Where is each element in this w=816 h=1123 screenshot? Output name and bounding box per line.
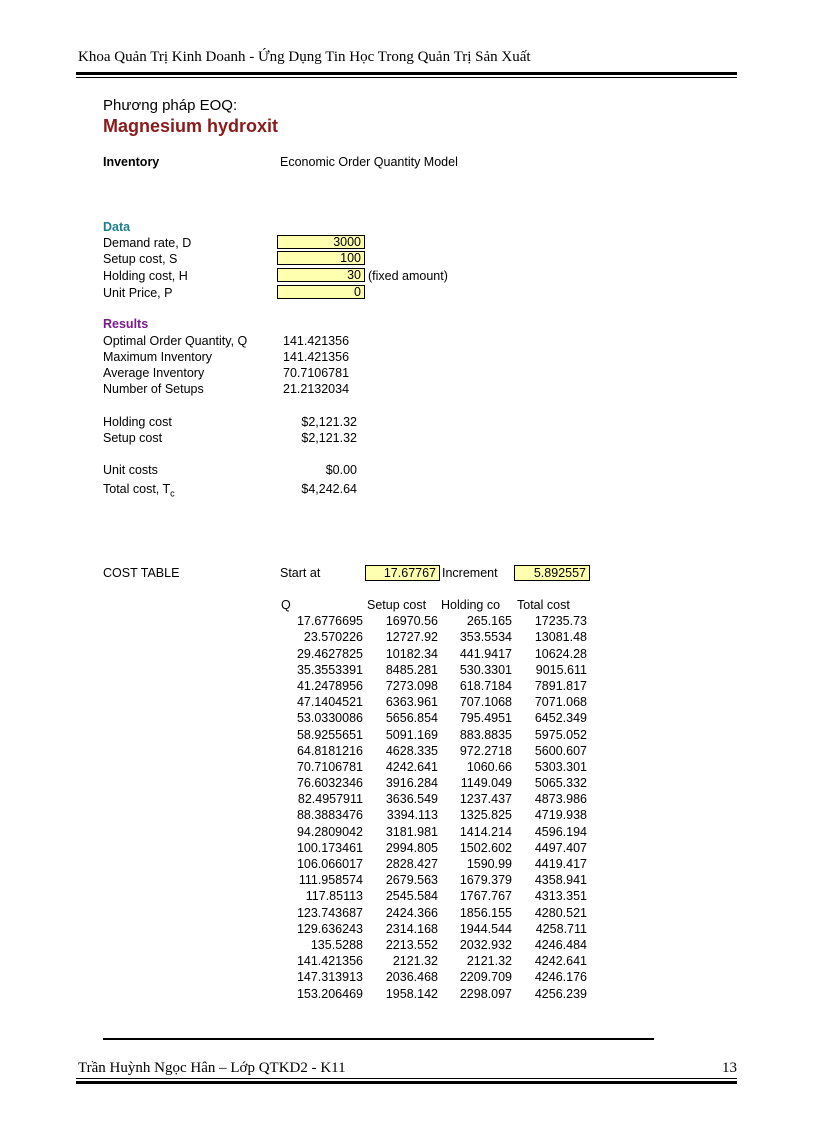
setup-cost-cell: 2314.168 [385, 921, 438, 936]
total-cost-cell: 4256.239 [534, 986, 587, 1001]
setup-cost-cell: 3394.113 [386, 808, 438, 823]
holding-cost-cell: 618.7184 [459, 678, 512, 693]
holding-cost-cell: 972.2718 [459, 743, 512, 758]
total-cost-subscript: c [170, 488, 175, 499]
setup-cost-cell: 4242.641 [385, 759, 438, 774]
total-cost-cell: 4313.351 [534, 889, 587, 904]
setup-label: Setup cost, S [103, 252, 178, 266]
results-section-title: Results [103, 317, 149, 331]
demand-input[interactable]: 3000 [277, 235, 365, 249]
setup-cost-cell: 2828.427 [385, 857, 438, 871]
q-cell: 94.2809042 [296, 824, 363, 839]
header-holding-cost: Holding co [441, 598, 501, 612]
holding-cost-cell: 530.3301 [459, 662, 512, 677]
holding-cost-cell: 1060.66 [466, 759, 512, 774]
setup-cost-cell: 12727.92 [385, 630, 438, 645]
holding-note: (fixed amount) [368, 269, 448, 283]
table-end-rule [103, 1038, 654, 1040]
page-header: Khoa Quản Trị Kinh Doanh - Ứng Dụng Tin Học Trong Quản Trị Sản Xuất [78, 49, 531, 65]
total-cost-cell: 4242.641 [534, 954, 587, 969]
q-value: 141.421356 [283, 334, 350, 348]
q-cell: 70.7106781 [296, 759, 363, 774]
holding-cost-cell: 1944.544 [459, 921, 512, 936]
total-cost-cell: 5065.332 [534, 776, 587, 791]
setup-cost-cell: 2545.584 [385, 889, 438, 904]
max-inventory-value: 141.421356 [283, 350, 350, 364]
total-cost-cell: 7891.817 [534, 678, 587, 693]
q-cell: 129.636243 [296, 921, 363, 936]
setup-cost-cell: 5656.854 [385, 711, 438, 726]
total-cost-cell: 4873.986 [534, 792, 587, 807]
q-cell: 100.173461 [296, 840, 363, 855]
total-cost-cell: 4258.711 [535, 921, 587, 936]
q-cell: 47.1404521 [296, 695, 363, 710]
holding-cost-cell: 707.1068 [459, 695, 512, 710]
total-cost-cell: 5975.052 [534, 727, 587, 742]
max-inventory-label: Maximum Inventory [103, 350, 213, 364]
setup-cost-cell: 2036.468 [385, 970, 438, 985]
avg-inventory-label: Average Inventory [103, 366, 205, 380]
holding-cost-cell: 1502.602 [459, 840, 512, 855]
header-total-cost: Total cost [517, 598, 570, 612]
price-label: Unit Price, P [103, 286, 173, 300]
unit-costs-value: $0.00 [325, 463, 357, 477]
setup-cost-cell: 6363.961 [385, 695, 438, 710]
total-cost-cell: 4419.417 [534, 857, 587, 871]
setup-cost-cell: 3181.981 [385, 824, 438, 839]
setup-cost-label: Setup cost [103, 431, 163, 445]
setup-cost-cell: 5091.169 [385, 727, 438, 742]
holding-cost-cell: 1414.214 [459, 824, 512, 839]
increment-input[interactable]: 5.892557 [514, 565, 590, 581]
total-cost-cell: 5600.607 [534, 743, 587, 758]
q-cell: 111.958574 [298, 873, 363, 888]
q-cell: 141.421356 [296, 954, 363, 969]
setup-cost-cell: 4628.335 [385, 743, 438, 758]
setup-input[interactable]: 100 [277, 251, 365, 265]
q-cell: 17.6776695 [296, 614, 363, 629]
holding-cost-cell: 1237.437 [459, 792, 512, 807]
holding-cost-cell: 1325.825 [459, 808, 512, 823]
q-cell: 29.4627825 [296, 646, 363, 661]
holding-input[interactable]: 30 [277, 268, 365, 282]
demand-label: Demand rate, D [103, 236, 192, 250]
holding-cost-label: Holding cost [103, 415, 172, 429]
total-cost-cell: 17235.73 [534, 614, 587, 629]
q-cell: 147.313913 [296, 970, 363, 985]
setup-cost-cell: 2213.552 [385, 937, 438, 952]
holding-cost-cell: 265.165 [466, 614, 512, 629]
start-at-input[interactable]: 17.67767 [365, 565, 440, 581]
q-cell: 23.570226 [303, 630, 363, 645]
total-cost-cell: 6452.349 [534, 711, 587, 726]
inventory-label: Inventory [103, 155, 160, 169]
total-cost-label: Total cost, $T_c$ [103, 482, 175, 499]
increment-label: Increment [442, 566, 498, 580]
q-cell: 53.0330086 [296, 711, 363, 726]
setups-value: 21.2132034 [283, 382, 350, 396]
data-section-title: Data [103, 220, 131, 234]
q-cell: 35.3553391 [296, 662, 363, 677]
header-rule-thin [76, 77, 737, 78]
holding-cost-cell: 441.9417 [459, 646, 512, 661]
holding-cost-cell: 2298.097 [459, 986, 512, 1001]
unit-costs-label: Unit costs [103, 463, 158, 477]
total-cost-cell: 4246.176 [534, 970, 587, 985]
page-footer: Trần Huỳnh Ngọc Hân – Lớp QTKD2 - K11 [78, 1060, 346, 1076]
q-cell: 117.85113 [305, 889, 363, 904]
q-cell: 58.9255651 [296, 727, 363, 742]
holding-cost-cell: 1590.99 [466, 857, 512, 871]
setup-cost-cell: 1958.142 [385, 986, 438, 1001]
setup-cost-cell: 7273.098 [385, 678, 438, 693]
q-cell: 41.2478956 [296, 678, 363, 693]
setup-cost-cell: 16970.56 [385, 614, 438, 629]
holding-label: Holding cost, H [103, 269, 188, 283]
q-cell: 123.743687 [296, 905, 363, 920]
model-name: Economic Order Quantity Model [280, 155, 458, 169]
q-cell: 135.5288 [310, 937, 363, 952]
total-cost-cell: 5303.301 [534, 759, 587, 774]
q-cell: 82.4957911 [297, 792, 363, 807]
method-label: Phương pháp EOQ: [103, 97, 238, 114]
setup-cost-cell: 3636.549 [385, 792, 438, 807]
footer-rule-thin [76, 1078, 737, 1079]
holding-cost-cell: 353.5534 [459, 630, 512, 645]
setup-cost-value: $2,121.32 [301, 431, 357, 445]
header-setup-cost: Setup cost [367, 598, 427, 612]
holding-cost-cell: 883.8835 [459, 727, 512, 742]
total-cost-value: $4,242.64 [301, 482, 357, 496]
total-cost-cell: 4280.521 [534, 905, 587, 920]
holding-cost-cell: 2121.32 [466, 954, 512, 969]
total-cost-cell: 4719.938 [534, 808, 587, 823]
total-cost-cell: 4596.194 [534, 824, 587, 839]
setups-label: Number of Setups [103, 382, 204, 396]
holding-cost-cell: 1856.155 [459, 905, 512, 920]
holding-cost-cell: 2209.709 [459, 970, 512, 985]
holding-cost-cell: 1679.379 [459, 873, 512, 888]
total-cost-cell: 7071.068 [534, 695, 587, 710]
total-cost-cell: 10624.28 [534, 646, 587, 661]
page-title: Magnesium hydroxit [103, 116, 279, 136]
header-rule [76, 72, 737, 75]
start-at-label: Start at [280, 566, 321, 580]
holding-cost-cell: 795.4951 [459, 711, 512, 726]
setup-cost-cell: 2994.805 [385, 840, 438, 855]
q-cell: 106.066017 [296, 857, 363, 871]
setup-cost-cell: 10182.34 [385, 646, 438, 661]
setup-cost-cell: 3916.284 [385, 776, 438, 791]
total-cost-cell: 4246.484 [534, 937, 587, 952]
holding-cost-cell: 1767.767 [459, 889, 512, 904]
q-cell: 88.3883476 [296, 808, 363, 823]
total-cost-cell: 13081.48 [534, 630, 587, 645]
total-cost-cell: 4497.407 [534, 840, 587, 855]
q-label: Optimal Order Quantity, Q [103, 334, 248, 348]
setup-cost-cell: 2121.32 [392, 954, 438, 969]
price-input[interactable]: 0 [277, 285, 365, 299]
holding-cost-value: $2,121.32 [301, 415, 357, 429]
q-cell: 64.8181216 [296, 743, 363, 758]
holding-cost-cell: 2032.932 [459, 937, 512, 952]
holding-cost-cell: 1149.049 [460, 776, 512, 791]
setup-cost-cell: 2679.563 [385, 873, 438, 888]
setup-cost-cell: 8485.281 [385, 662, 438, 677]
footer-rule [76, 1081, 737, 1084]
page-number: 13 [722, 1060, 737, 1076]
setup-cost-cell: 2424.366 [385, 905, 438, 920]
cost-table-label: COST TABLE [103, 566, 180, 580]
total-cost-cell: 9015.611 [535, 662, 587, 677]
q-cell: 76.6032346 [296, 776, 363, 791]
avg-inventory-value: 70.7106781 [283, 366, 350, 380]
q-cell: 153.206469 [296, 986, 363, 1001]
header-q: Q [281, 598, 291, 612]
total-cost-cell: 4358.941 [534, 873, 587, 888]
